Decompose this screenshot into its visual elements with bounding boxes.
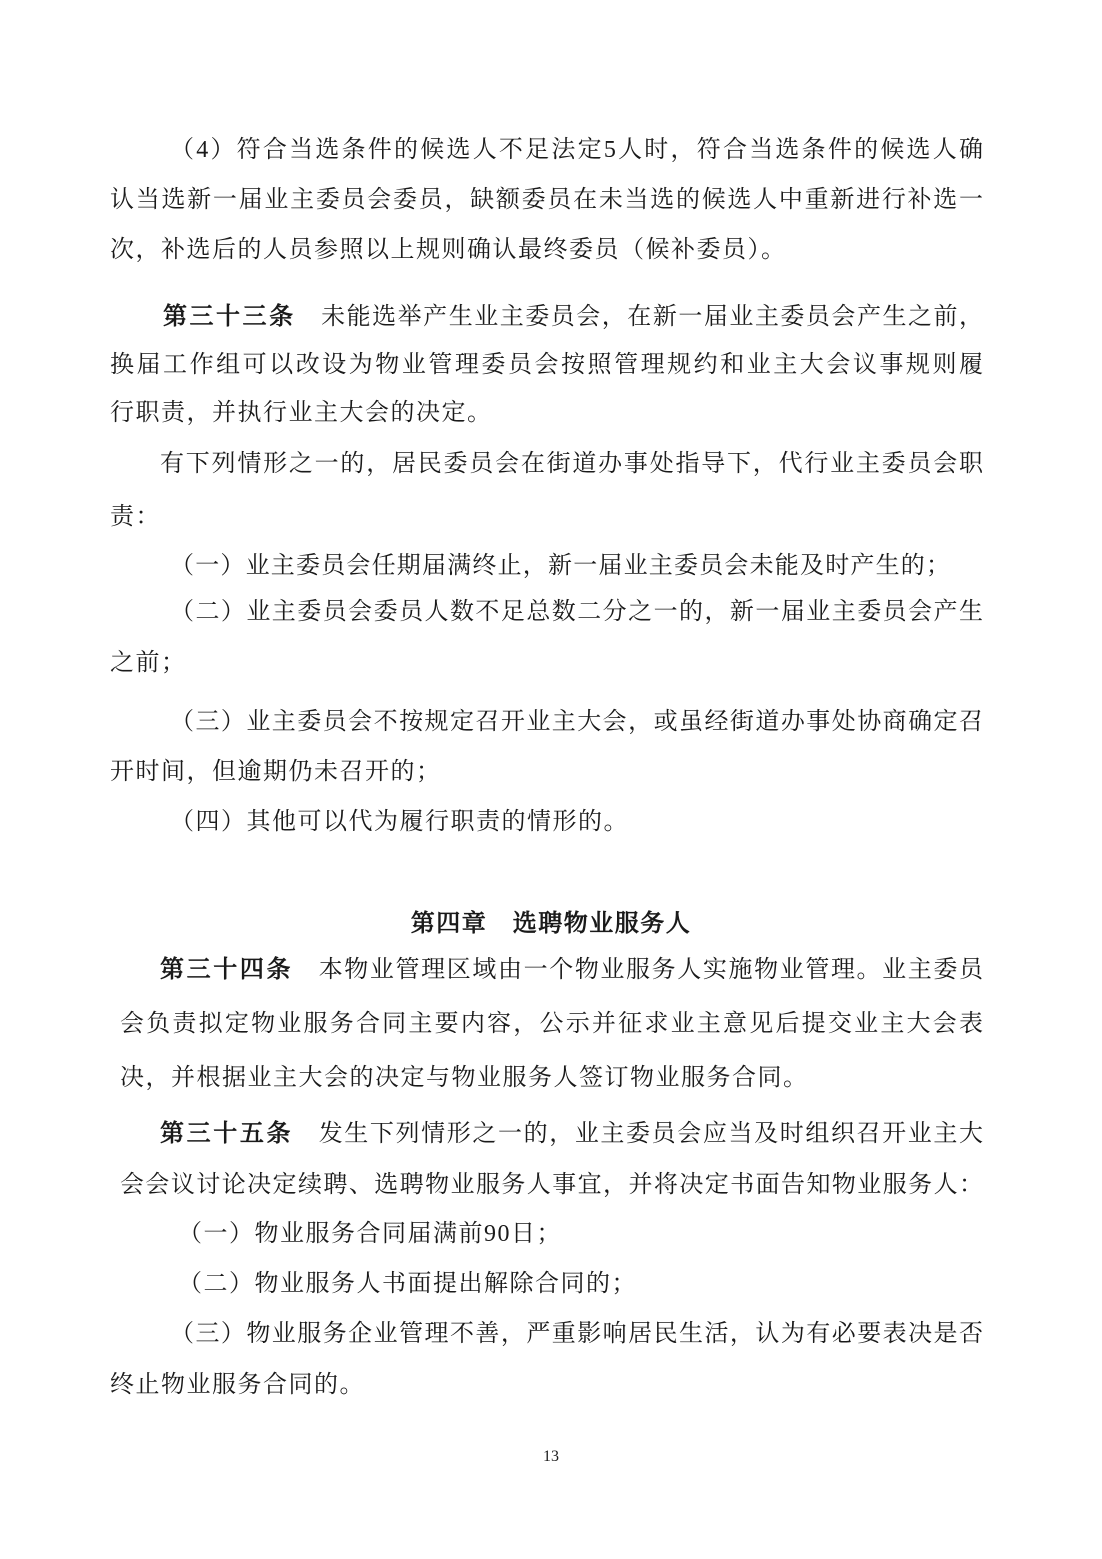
list-item: （三）物业服务企业管理不善，严重影响居民生活，认为有必要表决是否	[170, 1321, 983, 1347]
article-label: 第三十五条	[160, 1121, 294, 1147]
text-line: 换届工作组可以改设为物业管理委员会按照管理规约和业主大会议事规则履	[110, 352, 983, 378]
list-item-continuation: 终止物业服务合同的。	[110, 1372, 365, 1398]
list-item: （四）其他可以代为履行职责的情形的。	[170, 809, 629, 835]
article-label: 第三十三条	[163, 304, 296, 330]
text-line: 责：	[110, 504, 161, 530]
text-line: 决，并根据业主大会的决定与物业服务人签订物业服务合同。	[120, 1065, 809, 1091]
text-line: 认当选新一届业主委员会委员，缺额委员在未当选的候选人中重新进行补选一	[110, 187, 983, 213]
chapter-heading: 第四章 选聘物业服务人	[410, 911, 692, 937]
article-text: 未能选举产生业主委员会，在新一届业主委员会产生之前，	[295, 304, 984, 330]
text-line: 行职责，并执行业主大会的决定。	[110, 400, 493, 426]
text-line: （4）符合当选条件的候选人不足法定5人时，符合当选条件的候选人确	[170, 137, 983, 163]
text-line: 会会议讨论决定续聘、选聘物业服务人事宜，并将决定书面告知物业服务人：	[120, 1172, 983, 1198]
list-item-continuation: 开时间，但逾期仍未召开的；	[110, 759, 442, 785]
list-item: （一）物业服务合同届满前90日；	[178, 1221, 562, 1247]
list-item: （一）业主委员会任期届满终止，新一届业主委员会未能及时产生的；	[170, 553, 950, 579]
text-line: 会负责拟定物业服务合同主要内容，公示并征求业主意见后提交业主大会表	[120, 1011, 983, 1037]
list-item-continuation: 之前；	[110, 650, 187, 676]
article-text: 发生下列情形之一的，业主委员会应当及时组织召开业主大	[293, 1121, 984, 1147]
text-line: 有下列情形之一的，居民委员会在街道办事处指导下，代行业主委员会职	[160, 451, 983, 477]
list-item: （二）物业服务人书面提出解除合同的；	[178, 1271, 637, 1297]
page-number: 13	[543, 1448, 559, 1465]
text-line	[160, 1118, 983, 1150]
text-line: 次，补选后的人员参照以上规则确认最终委员（候补委员）。	[110, 237, 787, 263]
article-label: 第三十四条	[160, 957, 294, 983]
text-line	[163, 301, 983, 333]
list-item: （二）业主委员会委员人数不足总数二分之一的，新一届业主委员会产生	[170, 599, 983, 625]
article-text: 本物业管理区域由一个物业服务人实施物业管理。业主委员	[293, 957, 984, 983]
list-item: （三）业主委员会不按规定召开业主大会，或虽经街道办事处协商确定召	[170, 709, 983, 735]
text-line	[160, 954, 983, 986]
